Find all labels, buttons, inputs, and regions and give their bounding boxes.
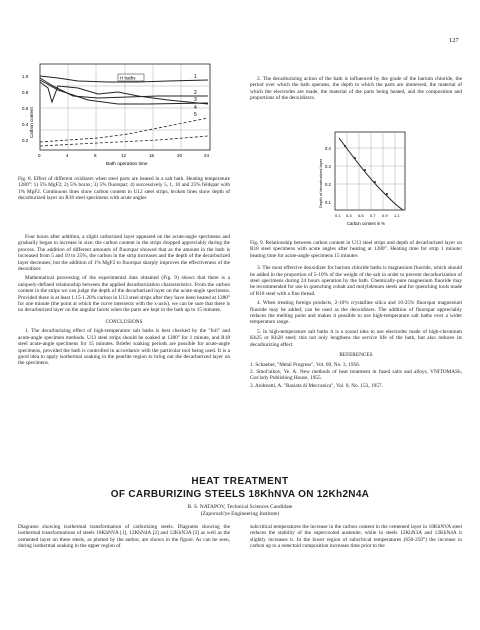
- fig8-curve-label: 4: [194, 105, 197, 111]
- fig9-y-tick: 0.2: [325, 182, 331, 187]
- fig8-curve-label: 5: [194, 112, 197, 118]
- fig9-xlabel: Carbon content in %: [347, 221, 385, 226]
- fig8-y-tick: 0.6: [22, 106, 29, 111]
- fig8-x-tick: 0: [38, 153, 41, 158]
- paragraph: 3. The most effective deoxidizer for barium chloride baths is magnesium fluoride, which should be added in the proportion of 5-10% of the weight of the salt in order to prevent decarburization of steel specimens during 24 hours operation by the bath. Chemically-pure magnesium fluoride may be recommended for use in quenching cobalt and molybdenum steels and for quenching tools made of R18 steel with a fine thread.: [250, 265, 462, 297]
- fig8-curve-4: [40, 82, 208, 104]
- paragraph: Diagrams showing isothermal transformation of carburizing steels. Diagrams showing the isothermal transformations of steels 18KhNVA [1], 12KhN4A [2] and 12KhN3A [2] as well as the cemented layer on these steels, as plotted by the author, are shown in the figure. As can be seen, during isothermal soaking in the upper region of: [18, 524, 230, 550]
- fig9-x-tick: 0.5: [358, 213, 364, 218]
- right-column: [250, 240, 462, 390]
- fig9-ylabel: Depth of decarburized layer: [318, 158, 323, 208]
- article-left-column: [18, 524, 230, 553]
- fig8-x-tick: 24: [204, 153, 210, 158]
- figure-9-chart: [315, 124, 415, 232]
- fig8-x-tick: 12: [121, 153, 127, 158]
- conclusions-heading: CONCLUSIONS: [105, 318, 143, 325]
- paragraph: Four hours after addition, a slight carburized layer appeared on the acute-angle specimens and gradually began to increase in size; the carbon content in the strips dropped appreciably during the process. The addition of different amounts of fluorspar showed that as the amount in the bath is increased from 5 and 10 to 25%, the carbon in the strip increases and the depth of the decarburized layer decreases; but the addition of 1% MgF2 to fluorspar sharply improves the effectiveness of the deoxidizer.: [18, 234, 230, 273]
- fig8-y-tick: 0.2: [22, 138, 29, 143]
- fig8-xlabel: Bath operation time: [106, 162, 148, 167]
- fig8-x-tick: 20: [177, 153, 183, 158]
- fig9-y-tick: 0.3: [325, 164, 331, 169]
- right-column-top: [250, 76, 462, 105]
- article-right-column: [250, 524, 462, 553]
- fig9-y-tick: 0.1: [325, 200, 331, 205]
- fig8-curve-3: [40, 80, 208, 104]
- reference: 3. Andreatti, A. "Rasiata di Meccanica", Vol. 8, No. 153, 1957.: [250, 382, 383, 389]
- figure-9: [315, 124, 415, 232]
- fig9-x-tick: 0.7: [370, 213, 376, 218]
- fig8-y-tick: 0.8: [22, 90, 29, 95]
- figure-8-chart: [18, 56, 218, 172]
- page-number: 127: [449, 37, 459, 44]
- paragraph: 5. In high-temperature salt baths it is a sound idea to use electrodes made of high-chromium Kh25 or Kh28 steel; this not only lengthens the service life of the bath, but also reduces its decarburizing effect.: [250, 328, 462, 348]
- article-affiliation: (Zaporozh'ye Engineering Institute): [200, 511, 280, 517]
- fig9-x-tick: 0.9: [382, 213, 388, 218]
- fig8-curve-label: 1: [194, 74, 197, 80]
- left-column: [18, 234, 230, 370]
- fig9-y-tick: 0.4: [325, 146, 331, 151]
- paragraph: 4. When treating foreign products, 2-10% crystalline silica and 10-25% fluorspar magnesium fluoride may be added; can be used as the deoxidizers. The addition of fluorspar appreciably reduces the melting point and makes it possible to use high-temperature salt baths over a wider temperature range.: [250, 300, 462, 326]
- fig8-curve-6: [40, 136, 208, 146]
- reference: 1. Schaeber, "Metal Progress", Vol. 69, No. 3, 1956.: [250, 361, 361, 368]
- article-title-2: OF CARBURIZING STEELS 18KhNVA ON 12Kh2N4A: [110, 489, 370, 500]
- references-list: [250, 362, 462, 390]
- fig8-caption-text: Fig. 8. Effect of different oxidizers when steel parts are heated in a salt bath. Heating temperature 1280°: 1) 5% MgF2; 2) 5% borax; 3) 5% fluorspar; 4) successively 5, 1, 10 and 25% feldspar with 1% MgF2. Continuous lines show carbon content in U12 steel strips, broken lines show depth of decarburized layer on R18 steel specimens with acute angles: [18, 176, 230, 202]
- paragraph: Mathematical processing of the experimental data obtained (Fig. 9) shows that there is a uniquely-defined relationship between the applied decarburization characteristics. From the carbon content in the strips we can judge the depth of the decarburized layer on the acute-angle specimens. Provided there is at least 1.15-1.20% carbon in U13 steel strips after they have been heated at 1280° for one minute (the point at which the curve intersects with the x-axis), we can be sure that there is no decarburized layer on the angular facets when the parts are kept in the bath up to 15 minutes.: [18, 275, 231, 314]
- fig9-x-tick: 1.1: [394, 213, 400, 218]
- figure-9-caption: Fig. 9. Relationship between carbon content in U13 steel strips and depth of decarburized layer on R18 steel specimens with acute angles after heating at 1280°. Heating time for strip 1 minute; heating time for acute-angle specimens 15 minutes: [250, 240, 462, 259]
- article-author: B. S. NATAPOV, Technical Sciences Candidate: [187, 504, 293, 510]
- fig8-x-tick: 4: [66, 153, 69, 158]
- paragraph: subcritical temperatures the increase in the carbon content in the cemented layer in 18KhNVA steel reduces the stability of the supercooled austenite, while in steels 12KhN3A and 12KhN4A it slightly increases it. In the lower region of subcritical temperatures (650-250°) the increase in carbon up to a eutectoid composition increases time prior to the: [250, 524, 462, 550]
- fig9-x-tick: 0.1: [335, 213, 341, 218]
- figure-8: [18, 56, 218, 172]
- reference: 2. Smol'nikov, Ye. A. New methods of heat treatment in fused salts and alloys, VNITOMASh, Gos'izdy Publishing House, 1955.: [250, 368, 462, 382]
- fig8-inset-label: H baths: [120, 75, 136, 81]
- fig9-x-tick: 0.3: [346, 213, 352, 218]
- fig8-curve-label: 3: [194, 97, 197, 103]
- fig8-curve-label: 2: [194, 90, 197, 96]
- article-title-1: HEAT TREATMENT: [191, 476, 289, 487]
- paragraph: 1. The decarburizing effect of high-temperature salt baths is best checked by the "foil" and acute-angle specimen methods. U13 steel strips should be soaked at 1280° for 1 minute, and R18 steel acute-angle specimens for 15 minutes. Briefer soaking periods are possible for acute-angle specimens, provided the bath is controlled in accordance with the particular tool being used. It is a good idea to apply isothermal soaking in the pearlite region to bring out the decarburized layer on the specimens.: [18, 328, 230, 367]
- fig8-x-tick: 8: [94, 153, 97, 158]
- paragraph: 2. The decarburizing action of the bath is influenced by the grade of the barium chloride, the period over which the bath operates, the depth to which the parts are immersed, the material of which the electrodes are made, the material of the parts being heated, and the composition and proportions of the deoxidizers.: [250, 76, 462, 102]
- fig8-x-tick: 16: [149, 153, 155, 158]
- references-heading: REFERENCES: [339, 352, 373, 359]
- fig8-y-tick: 1.0: [22, 74, 29, 79]
- figure-8-caption: [18, 176, 230, 205]
- fig8-y-tick: 0.4: [22, 122, 29, 127]
- fig8-ylabel: Carbon content: [29, 107, 34, 138]
